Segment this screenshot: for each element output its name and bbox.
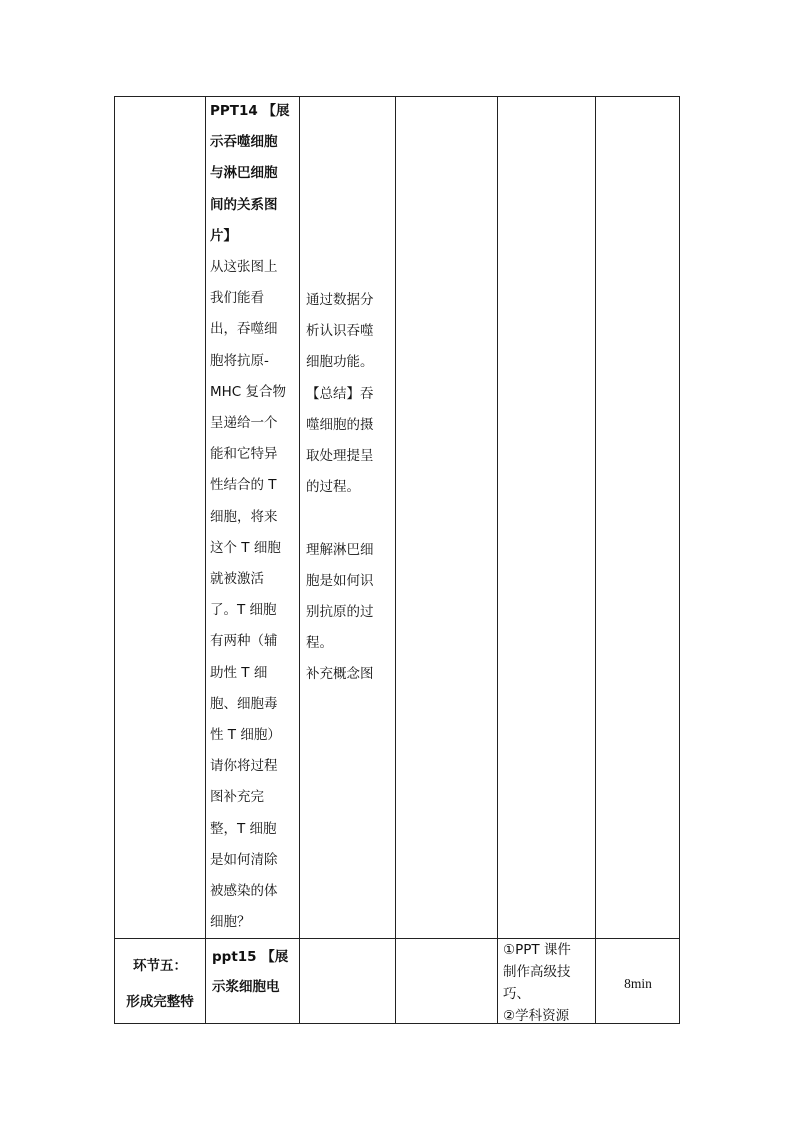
text-line: 取处理提呈 (306, 448, 374, 465)
text-line: 示浆细胞电 (212, 979, 280, 995)
text-line: 噬细胞的摄 (306, 416, 374, 433)
text-line: MHC 复合物 (210, 383, 287, 400)
text-line: 间的关系图 (210, 196, 278, 213)
text-line: 的过程。 (306, 479, 360, 496)
text-line: 胞、细胞毒 (210, 695, 278, 712)
text-line: ②学科资源 (503, 1008, 570, 1024)
text-line: 呈递给一个 (210, 415, 278, 432)
column-border-1 (114, 96, 115, 1024)
text-line: 助性 T 细 (210, 664, 268, 681)
text-line: 细胞，将来 (210, 508, 278, 525)
text-line: 我们能看 (210, 290, 264, 307)
row1-student-activity-cell (306, 285, 394, 691)
text-line: 与淋巴细胞 (210, 165, 278, 182)
text-line: PPT14 【展 (210, 103, 290, 119)
row2-resources-cell (503, 939, 595, 1027)
column-border-5 (497, 96, 498, 1024)
text-line: 了。T 细胞 (210, 602, 277, 619)
text-line: 析认识吞噬 (306, 323, 374, 340)
text-line: 能和它特异 (210, 446, 278, 463)
time-value: 8min (624, 976, 652, 991)
text-line: 图补充完 (210, 789, 264, 806)
text-line: 别抗原的过 (306, 604, 374, 621)
text-line: 就被激活 (210, 571, 264, 588)
row2-stage-cell (114, 948, 206, 1020)
text-line: 整，T 细胞 (210, 820, 277, 837)
column-border-4 (395, 96, 396, 1024)
text-line: 是如何清除 (210, 851, 278, 868)
stage-label: 形成完整特 (126, 994, 194, 1010)
text-line: 细胞？ (210, 914, 251, 931)
text-line: 请你将过程 (210, 758, 278, 775)
text-line: 胞将抗原- (210, 352, 269, 369)
stage-label: 环节五： (133, 958, 187, 974)
text-line: 有两种（辅 (210, 633, 278, 650)
text-line: 程。 (306, 635, 333, 652)
text-line: 这个 T 细胞 (210, 539, 281, 556)
column-border-6 (595, 96, 596, 1024)
text-line: 性结合的 T (210, 477, 277, 494)
column-border-3 (299, 96, 300, 1024)
row2-time-cell (596, 968, 680, 999)
text-line: 示吞噬细胞 (210, 134, 278, 151)
text-line: 被感染的体 (210, 883, 278, 900)
text-line: 出，吞噬细 (210, 321, 278, 338)
row1-teacher-activity-cell (210, 96, 298, 938)
column-border-2 (205, 96, 206, 1024)
text-line: 细胞功能。 (306, 354, 374, 371)
blank-line (306, 503, 394, 534)
text-line: ①PPT 课件 (503, 942, 571, 958)
column-border-7 (679, 96, 680, 1024)
text-line: 性 T 细胞） (210, 727, 281, 744)
text-line: 制作高级技 (503, 964, 571, 980)
text-line: 胞是如何识 (306, 572, 374, 589)
text-line: 理解淋巴细 (306, 541, 374, 558)
text-line: ppt15 【展 (212, 949, 289, 965)
text-line: 通过数据分 (306, 292, 374, 308)
text-line: 补充概念图 (306, 666, 374, 683)
text-line: 【总结】吞 (306, 385, 374, 402)
row2-teacher-activity-cell (212, 942, 298, 1002)
text-line: 巧、 (503, 986, 530, 1002)
text-line: 片】 (210, 227, 237, 244)
text-line: 从这张图上 (210, 259, 278, 276)
